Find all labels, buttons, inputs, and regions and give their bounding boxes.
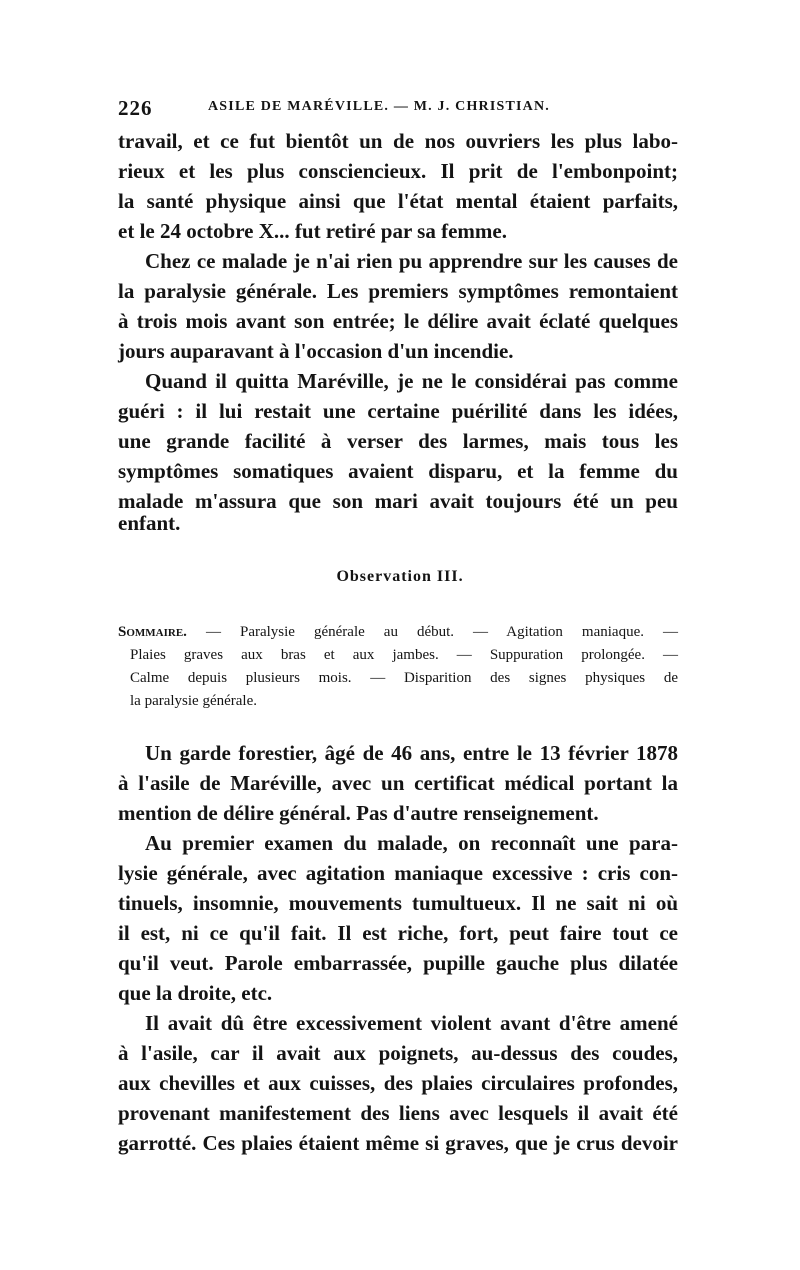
text-line: guéri : il lui restait une certaine puérilité dans les idées, [118, 399, 678, 423]
text-line: à l'asile, car il avait aux poignets, au-dessus des coudes, [118, 1041, 678, 1065]
page-header [118, 96, 678, 122]
summary-line: Calme depuis plusieurs mois. — Disparition des signes physiques de [130, 670, 678, 686]
text-line: tinuels, insomnie, mouvements tumultueux. Il ne sait ni où [118, 891, 678, 915]
text-line: que la droite, etc. [118, 981, 273, 1005]
text-line: à l'asile de Maréville, avec un certificat médical portant la [118, 771, 678, 795]
text-line: lysie générale, avec agitation maniaque excessive : cris con- [118, 861, 678, 885]
text-line: la santé physique ainsi que l'état mental étaient parfaits, [118, 189, 678, 213]
summary-line: Plaies graves aux bras et aux jambes. — Suppuration prolongée. — [130, 647, 678, 663]
running-head: ASILE DE MARÉVILLE. — M. J. CHRISTIAN. [208, 99, 550, 114]
text-line: une grande facilité à verser des larmes, mais tous les [118, 429, 678, 453]
summary-label: Sommaire. [118, 624, 187, 640]
text-line: garrotté. Ces plaies étaient même si graves, que je crus devoir [118, 1131, 678, 1155]
summary-line [118, 622, 678, 642]
text-line: aux chevilles et aux cuisses, des plaies circulaires profondes, [118, 1071, 678, 1095]
text-line: provenant manifestement des liens avec lesquels il avait été [118, 1101, 678, 1125]
text-line: qu'il veut. Parole embarrassée, pupille gauche plus dilatée [118, 951, 678, 975]
text-line: Chez ce malade je n'ai rien pu apprendre sur les causes de [145, 249, 678, 273]
text-line: travail, et ce fut bientôt un de nos ouvriers les plus labo- [118, 129, 678, 153]
summary-text: — Paralysie générale au début. — Agitation maniaque. — [205, 624, 679, 640]
text-line: Un garde forestier, âgé de 46 ans, entre le 13 février 1878 [145, 741, 678, 765]
text-line: rieux et les plus consciencieux. Il prit de l'embonpoint; [118, 159, 678, 183]
text-line: jours auparavant à l'occasion d'un incendie. [118, 339, 514, 363]
text-line: symptômes somatiques avaient disparu, et la femme du [118, 459, 678, 483]
text-line: il est, ni ce qu'il fait. Il est riche, fort, peut faire tout ce [118, 921, 678, 945]
text-line: malade m'assura que son mari avait toujours été un peu [118, 489, 678, 513]
text-line: la paralysie générale. Les premiers symptômes remontaient [118, 279, 678, 303]
page-number: 226 [118, 96, 153, 120]
text-line: Il avait dû être excessivement violent avant d'être amené [145, 1011, 678, 1035]
text-line: mention de délire général. Pas d'autre renseignement. [118, 801, 599, 825]
text-line: Au premier examen du malade, on reconnaît une para- [145, 831, 678, 855]
text-line: enfant. [118, 511, 181, 535]
text-line: Quand il quitta Maréville, je ne le considérai pas comme [145, 369, 678, 393]
observation-title: Observation III. [336, 568, 464, 585]
text-line: et le 24 octobre X... fut retiré par sa femme. [118, 219, 507, 243]
summary-line: la paralysie générale. [130, 693, 258, 709]
text-line: à trois mois avant son entrée; le délire avait éclaté quelques [118, 309, 678, 333]
